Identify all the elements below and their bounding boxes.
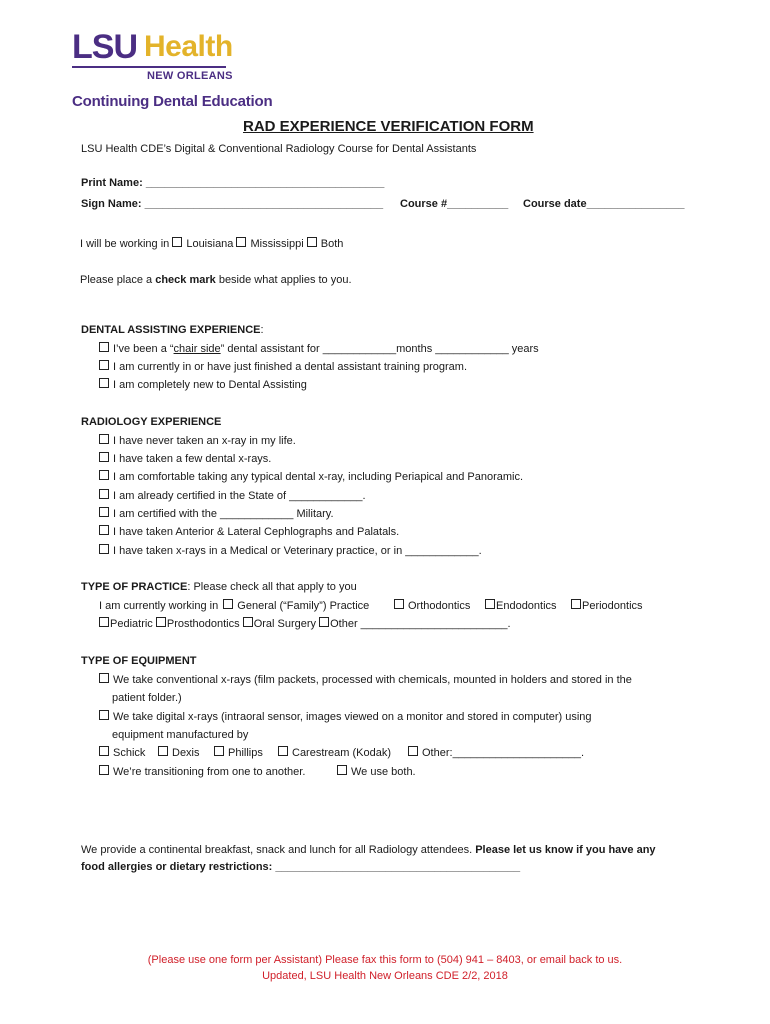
checkbox-endodontics[interactable] [485,599,495,609]
label-general: General (“Family”) Practice [237,600,370,612]
radiology-item [99,434,296,448]
label-prosthodontics: Prosthodontics [166,618,240,630]
label-both: Both [320,238,344,250]
label-schick: Schick [113,747,146,759]
checkbox-oral-surgery[interactable] [243,617,253,627]
practice-periodontics [571,599,643,613]
radiology-item [99,544,482,558]
course-number-blank[interactable]: __________ [447,198,509,210]
breakfast-bold-1: Please let us know if you have any [475,844,656,856]
equipment-item-2-text: We take digital x-rays (intraoral sensor, images viewed on a monitor and stored in computer) using [113,711,592,723]
radiology-item-7-label: I have taken x-rays in a Medical or Veterinary practice, or in ____________. [113,545,482,557]
dental-heading-colon: : [260,324,264,336]
breakfast-pre: We provide a continental breakfast, snack and lunch for all Radiology attendees. [81,844,476,856]
radiology-heading: RADIOLOGY EXPERIENCE [81,416,222,428]
label-other-practice: Other ________________________. [330,618,511,630]
dental-item-2 [99,360,467,374]
checkbox-dental-3[interactable] [99,378,109,388]
footer-line-2: Updated, LSU Health New Orleans CDE 2/2, 2018 [262,970,508,982]
working-in-prefix: I will be working in [80,238,170,250]
course-line: LSU Health CDE’s Digital & Conventional Radiology Course for Dental Assistants [81,143,477,155]
radiology-item-3-label: I am comfortable taking any typical dental x-ray, including Periapical and Panoramic. [113,471,524,483]
checkbox-pediatric[interactable] [99,617,109,627]
course-number-field[interactable] [400,197,508,211]
equipment-item-1-text: We take conventional x-rays (film packets, processed with chemicals, mounted in holders and stored in the [113,674,632,686]
course-date-blank[interactable]: ________________ [586,198,685,210]
page-title: RAD EXPERIENCE VERIFICATION FORM [243,118,534,135]
radiology-item [99,470,523,484]
practice-heading [81,580,357,594]
logo-health: Health [144,30,233,63]
logo-subtitle: Continuing Dental Education [72,93,273,110]
label-oral-surgery: Oral Surgery [253,618,317,630]
radiology-item-2-label: I have taken a few dental x-rays. [113,453,272,465]
checkbox-orthodontics[interactable] [394,599,404,609]
course-date-label: Course date [523,198,587,210]
label-use-both: We use both. [351,766,416,778]
checkbox-use-both[interactable] [337,765,347,775]
print-name-label: Print Name: [81,177,143,189]
label-louisiana: Louisiana [186,238,234,250]
checkbox-conventional[interactable] [99,673,109,683]
checkbox-general[interactable] [223,599,233,609]
label-phillips: Phillips [228,747,263,759]
practice-heading-text: TYPE OF PRACTICE [81,581,188,593]
brand-other [408,746,584,760]
dental-item-1-underline: chair side [173,343,221,355]
sign-name-field[interactable] [81,197,383,211]
practice-row-2 [99,617,511,631]
dental-heading [81,323,264,337]
print-name-field[interactable] [81,176,384,190]
radiology-item [99,507,334,521]
checkbox-prosthodontics[interactable] [156,617,166,627]
checkbox-other-practice[interactable] [319,617,329,627]
checkbox-dental-2[interactable] [99,360,109,370]
radiology-item [99,489,366,503]
checkbox-phillips[interactable] [214,746,224,756]
brand-dexis [158,746,200,760]
footer-line-1: (Please use one form per Assistant) Please fax this form to (504) 941 – 8403, or email back to us. [147,954,623,966]
checkbox-carestream[interactable] [278,746,288,756]
label-pediatric: Pediatric [110,618,153,630]
checkbox-dexis[interactable] [158,746,168,756]
breakfast-line-2[interactable]: food allergies or dietary restrictions: ________________________________________ [81,861,521,873]
sign-name-blank[interactable]: _______________________________________ [144,198,384,210]
breakfast-line-1 [81,843,656,857]
dental-item-1-pre: I’ve been a “ [113,343,174,355]
label-endodontics: Endodontics [496,600,557,612]
course-date-field[interactable] [523,197,684,211]
checkbox-digital[interactable] [99,710,109,720]
checkbox-both[interactable] [307,237,317,247]
label-carestream: Carestream (Kodak) [292,747,392,759]
label-other-equipment: Other:_____________________. [422,747,585,759]
practice-endodontics [485,599,557,613]
radiology-item [99,452,271,466]
instruction-post: beside what applies to you. [215,274,352,286]
label-periodontics: Periodontics [582,600,643,612]
checkbox-dental-1[interactable] [99,342,109,352]
instruction-bold: check mark [155,274,216,286]
checkbox-transitioning[interactable] [99,765,109,775]
brand-phillips [214,746,263,760]
label-transitioning: We’re transitioning from one to another. [113,766,306,778]
checkbox-periodontics[interactable] [571,599,581,609]
checkbox-radiology-6[interactable] [99,525,109,535]
dental-heading-text: DENTAL ASSISTING EXPERIENCE [81,324,261,336]
brand-schick [99,746,145,760]
label-orthodontics: Orthodontics [408,600,471,612]
checkbox-radiology-1[interactable] [99,434,109,444]
equipment-item-2 [99,710,592,724]
checkbox-schick[interactable] [99,746,109,756]
logo-lsu: LSU [72,28,137,66]
checkbox-other-equipment[interactable] [408,746,418,756]
course-number-label: Course # [400,198,448,210]
practice-row-1-prefix: I am currently working in [99,600,219,612]
checkbox-radiology-3[interactable] [99,470,109,480]
equipment-item-1 [99,673,632,687]
radiology-item-5-label: I am certified with the ____________ Military. [113,508,334,520]
instruction [80,273,352,287]
radiology-item-1-label: I have never taken an x-ray in my life. [113,435,296,447]
radiology-item [99,525,399,539]
checkbox-mississippi[interactable] [236,237,246,247]
sign-name-label: Sign Name: [81,198,142,210]
instruction-pre: Please place a [80,274,156,286]
equipment-both [337,765,416,779]
working-in-row [80,237,343,251]
label-dexis: Dexis [172,747,200,759]
equipment-item-2-cont: equipment manufactured by [112,729,249,741]
dental-item-1 [99,342,539,356]
checkbox-radiology-5[interactable] [99,507,109,517]
dental-item-2-label: I am currently in or have just finished a dental assistant training program. [113,361,468,373]
practice-heading-rest: : Please check all that apply to you [187,581,357,593]
dental-item-3 [99,378,307,392]
checkbox-radiology-7[interactable] [99,544,109,554]
checkbox-radiology-2[interactable] [99,452,109,462]
dental-item-1-post: ” dental assistant for ____________months ____________ years [220,343,539,355]
equipment-heading: TYPE OF EQUIPMENT [81,655,197,667]
checkbox-radiology-4[interactable] [99,489,109,499]
equipment-transition [99,765,305,779]
logo-divider [72,66,226,68]
label-mississippi: Mississippi [250,238,304,250]
brand-carestream [278,746,391,760]
practice-row-1 [99,599,369,613]
dental-item-3-label: I am completely new to Dental Assisting [113,379,307,391]
print-name-blank[interactable]: _______________________________________ [145,177,385,189]
radiology-item-6-label: I have taken Anterior & Lateral Cephlographs and Palatals. [113,526,400,538]
logo-new-orleans: NEW ORLEANS [147,70,233,82]
checkbox-louisiana[interactable] [172,237,182,247]
practice-orthodontics [394,599,470,613]
radiology-item-4-label: I am already certified in the State of ____________. [113,490,366,502]
equipment-item-1-cont: patient folder.) [112,692,182,704]
